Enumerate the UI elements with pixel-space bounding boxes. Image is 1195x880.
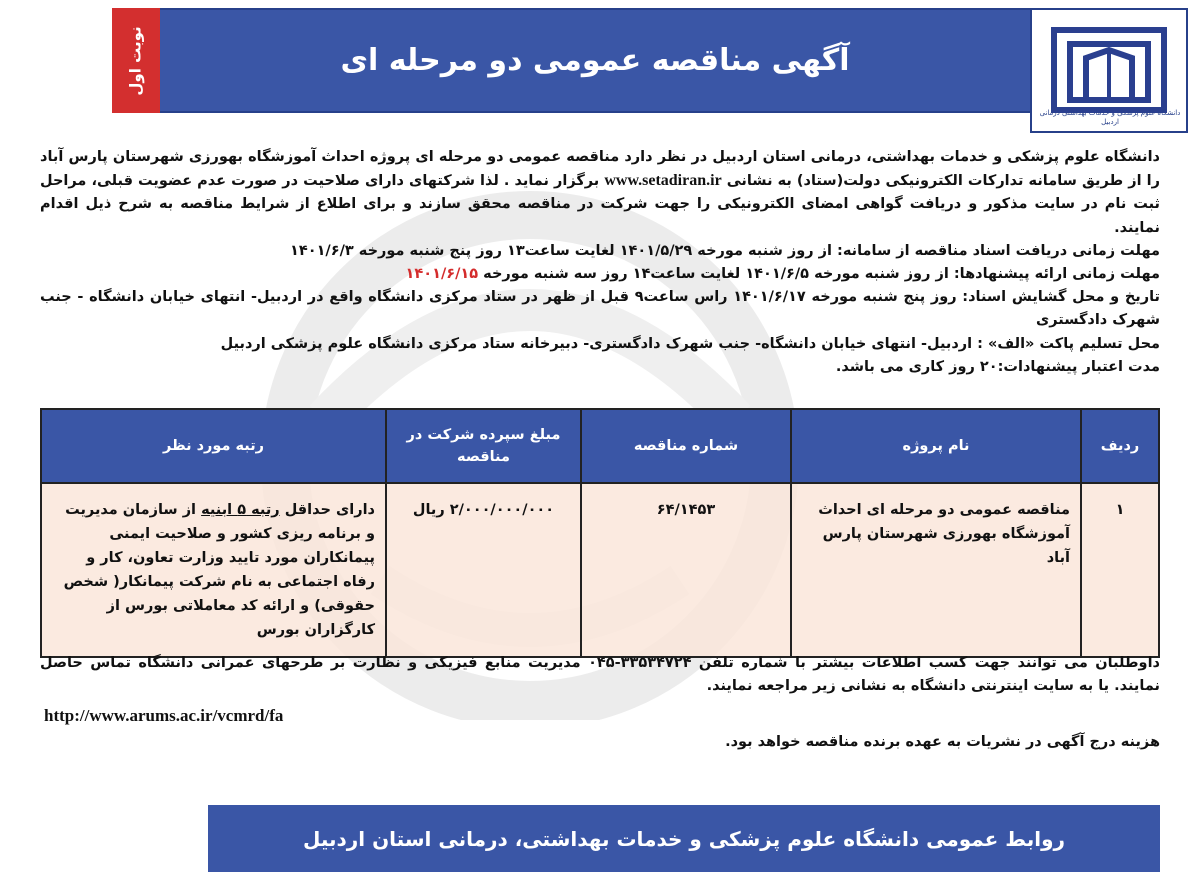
contact-paragraph: داوطلبان می توانند جهت کسب اطلاعات بیشتر با شماره تلفن ۳۳۵۳۴۷۲۴-۰۴۵ مدیریت منابع فیزیکی و نظارت بر طرحهای عمرانی دانشگاه تماس حاصل نمایند. یا به سایت اینترنتی دانشگاه به نشانی زیر مراجعه نمایند. [40,655,1160,695]
intro-text-2: برگزار نماید . لذا شرکتهای دارای صلاحیت در صورت عدم عضویت قبلی، مراحل ثبت نام در سایت مذکور و دریافت گواهی امضای الکترونیکی را جهت شرکت در مناقصه محقق سازند و برای اطلاع از شرایط مناقصه به شرح ذیل اقدام نمایند. [40,173,1160,236]
university-url-link[interactable]: http://www.arums.ac.ir/vcmrd/fa [44,706,284,725]
university-emblem-icon [1046,26,1172,114]
notice-body [40,146,1160,379]
logo-caption: دانشگاه علوم پزشکی و خدمات بهداشتی درمانی اردبیل [1039,109,1181,126]
rank-grade: رتبه ۵ ابنیه [201,502,280,518]
public-relations-banner [208,805,1160,872]
header-radif: ردیف [1081,409,1159,483]
tender-table [40,408,1160,658]
cell-project: مناقصه عمومی دو مرحله ای احداث آموزشگاه بهورزی شهرستان پارس آباد [791,483,1081,657]
rank-suffix: از سازمان مدیریت و برنامه ریزی کشور و صلاحیت ایمنی پیمانکاران مورد تایید وزارت تعاون، کار و رفاه اجتماعی به نام شرکت پیمانکار( شخص حقوقی) و ارائه کد معاملاتی بورس از کارگزاران بورس [63,502,375,638]
ad-cost-note: هزینه درج آگهی در نشریات به عهده برنده مناقصه خواهد بود. [725,734,1160,750]
setad-site-link[interactable]: www.setadiran.ir [604,172,722,190]
offers-deadline [40,263,1160,286]
cell-number: ۶۴/۱۴۵۳ [581,483,791,657]
university-logo [1030,8,1188,133]
header-project: نام پروژه [791,409,1081,483]
validity-period: مدت اعتبار پیشنهادات:۲۰ روز کاری می باشد. [835,358,1160,375]
table-row [41,483,1159,657]
round-badge [112,8,160,113]
intro-text-1: دانشگاه علوم پزشکی و خدمات بهداشتی، درمانی استان اردبیل در نظر دارد مناقصه عمومی دو مرحله ای پروژه احداث آموزشگاه بهورزی شهرستان پارس آباد را از طریق سامانه تدارکات الکترونیکی دولت(ستاد) به نشانی [40,149,1160,190]
cell-rank [41,483,386,657]
delivery-place: محل تسلیم پاکت «الف» : اردبیل- انتهای خیابان دانشگاه- جنب شهرک دادگستری- دبیرخانه ستاد مرکزی دانشگاه علوم پزشکی اردبیل [220,335,1160,352]
public-relations-label: روابط عمومی دانشگاه علوم پزشکی و خدمات بهداشتی، درمانی استان اردبیل [302,826,1066,851]
opening-info: تاریخ و محل گشایش اسناد: روز پنج شنبه مورخه ۱۴۰۱/۶/۱۷ راس ساعت۹ قبل از ظهر در ستاد مرکزی دانشگاه واقع در اردبیل- انتهای خیابان دانشگاه - جنب شهرک دادگستری [40,289,1160,329]
header-rank: رتبه مورد نظر [41,409,386,483]
header-number: شماره مناقصه [581,409,791,483]
round-badge-label: نوبت اول [127,25,146,96]
documents-deadline: مهلت زمانی دریافت اسناد مناقصه از سامانه: از روز شنبه مورخه ۱۴۰۱/۵/۲۹ لغایت ساعت۱۳ روز پنج شنبه مورخه ۱۴۰۱/۶/۳ [290,242,1160,259]
rank-prefix: دارای حداقل [284,502,375,518]
offers-deadline-date: ۱۴۰۱/۶/۱۵ [405,266,479,283]
cell-radif: ۱ [1081,483,1159,657]
table-header-row [41,409,1159,483]
notice-title: آگهی مناقصه عمومی دو مرحله ای [340,43,850,78]
offers-deadline-text: مهلت زمانی ارائه پیشنهادها: از روز شنبه مورخه ۱۴۰۱/۶/۵ لغایت ساعت۱۴ روز سه شنبه مورخه [483,266,1160,283]
cell-deposit: ۲/۰۰۰/۰۰۰/۰۰۰ ریال [386,483,581,657]
header-deposit: مبلغ سپرده شرکت در مناقصه [386,409,581,483]
intro-paragraph [40,146,1160,240]
